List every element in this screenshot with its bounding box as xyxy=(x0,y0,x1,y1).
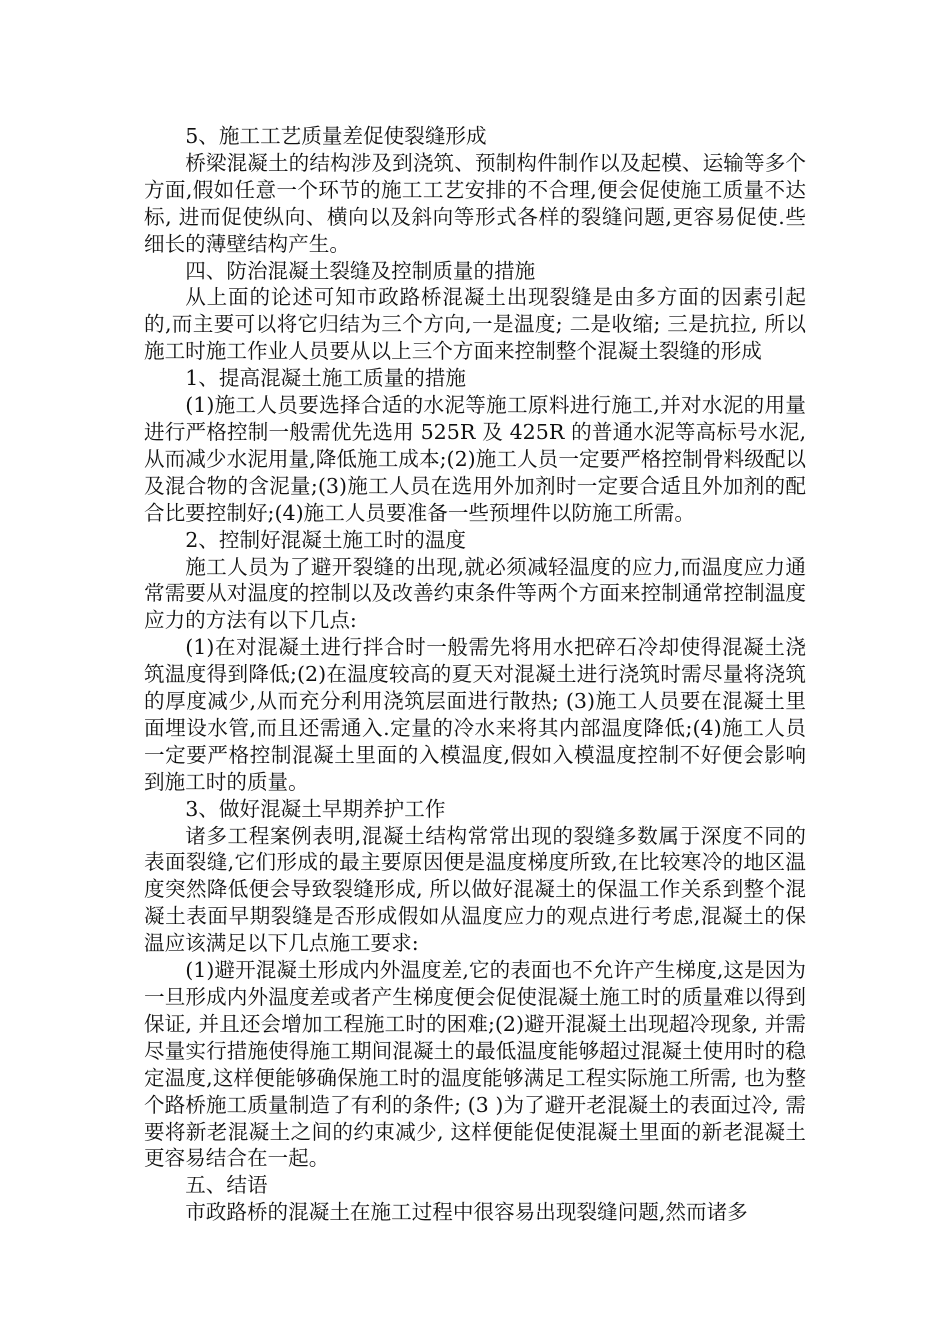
heading-construction-quality: 5、施工工艺质量差促使裂缝形成 xyxy=(185,124,487,148)
paragraph-crack-causes: 从上面的论述可知市政路桥混凝土出现裂缝是由多方面的因素引起的,而主要可以将它归结为三个方向,一是温度; 二是收缩; 三是抗拉, 所以施工时施工作业人员要从以上三个方面来控制整个混凝土裂缝的形成 xyxy=(144,285,806,364)
heading-early-curing: 3、做好混凝土早期养护工作 xyxy=(185,796,446,821)
paragraph-temperature-methods: (1)在对混凝土进行拌合时一般需先将用水把碎石冷却使得混凝土浇筑温度得到降低;(2)在温度较高的夏天对混凝土进行浇筑时需尽量将浇筑的厚度减少,从而充分利用浇筑层面进行散热; (3)施工人员要在混凝土里面埋设水管,而且还需通入.定量的冷水来将其内部温度降低;(4)施工人员一定要严格控制混凝土里面的入模温度,假如入模温度控制不好便会影响到施工时的质量。 xyxy=(144,635,806,794)
document-body xyxy=(144,123,806,1226)
paragraph-conclusion: 市政路桥的混凝土在施工过程中很容易出现裂缝问题,然而诸多 xyxy=(185,1200,748,1225)
paragraph-surface-cracks: 诸多工程案例表明,混凝土结构常常出现的裂缝多数属于深度不同的表面裂缝,它们形成的最主要原因便是温度梯度所致,在比较寒冷的地区温度突然降低便会导致裂缝形成, 所以做好混凝土的保温工作关系到整个混凝土表面早期裂缝是否形成假如从温度应力的观点进行考虑,混凝土的保温应该满足以下几点施工要求: xyxy=(144,823,806,956)
paragraph-temperature-stress: 施工人员为了避开裂缝的出现,就必须减轻温度的应力,而温度应力通常需要从对温度的控制以及改善约束条件等两个方面来控制通常控制温度应力的方法有以下几点: xyxy=(144,554,806,633)
heading-conclusion: 五、结语 xyxy=(185,1173,268,1198)
heading-prevention-measures: 四、防治混凝土裂缝及控制质量的措施 xyxy=(185,258,536,283)
paragraph-insulation-requirements: (1)避开混凝土形成内外温度差,它的表面也不允许产生梯度,这是因为一旦形成内外温度差或者产生梯度便会促使混凝土施工时的质量难以得到保证, 并且还会增加工程施工时的困难;(2)避开混凝土出现超冷现象, 并需尽量实行措施使得施工期间混凝土的最低温度能够超过混凝土使用时的稳定温度,这样便能够确保施工时的温度能够满足工程实际施工所需, 也为整个路桥施工质量制造了有利的条件; (3 )为了避开老混凝土的表面过冷, 需要将新老混凝土之间的约束减少, 这样便能促使混凝土里面的新老混凝土更容易结合在一起。 xyxy=(144,958,806,1171)
paragraph-material-control: (1)施工人员要选择合适的水泥等施工原料进行施工,并对水泥的用量进行严格控制一般需优先选用 525R 及 425R 的普通水泥等高标号水泥,从而减少水泥用量,降低施工成本;(2)施工人员一定要严格控制骨料级配以及混合物的含泥量;(3)施工人员在选用外加剂时一定要合适且外加剂的配合比要控制好;(4)施工人员要准备一些预埋件以防施工所需。 xyxy=(144,393,806,525)
heading-improve-quality: 1、提高混凝土施工质量的措施 xyxy=(185,366,467,391)
heading-temperature-control: 2、控制好混凝土施工时的温度 xyxy=(185,527,467,552)
paragraph-bridge-concrete-structure: 桥梁混凝土的结构涉及到浇筑、预制构件制作以及起模、运输等多个方面,假如任意一个环节的施工工艺安排的不合理,便会促使施工质量不达标, 进而促使纵向、横向以及斜向等形式各样的裂缝问题,更容易促使.些细长的薄壁结构产生。 xyxy=(144,150,806,256)
